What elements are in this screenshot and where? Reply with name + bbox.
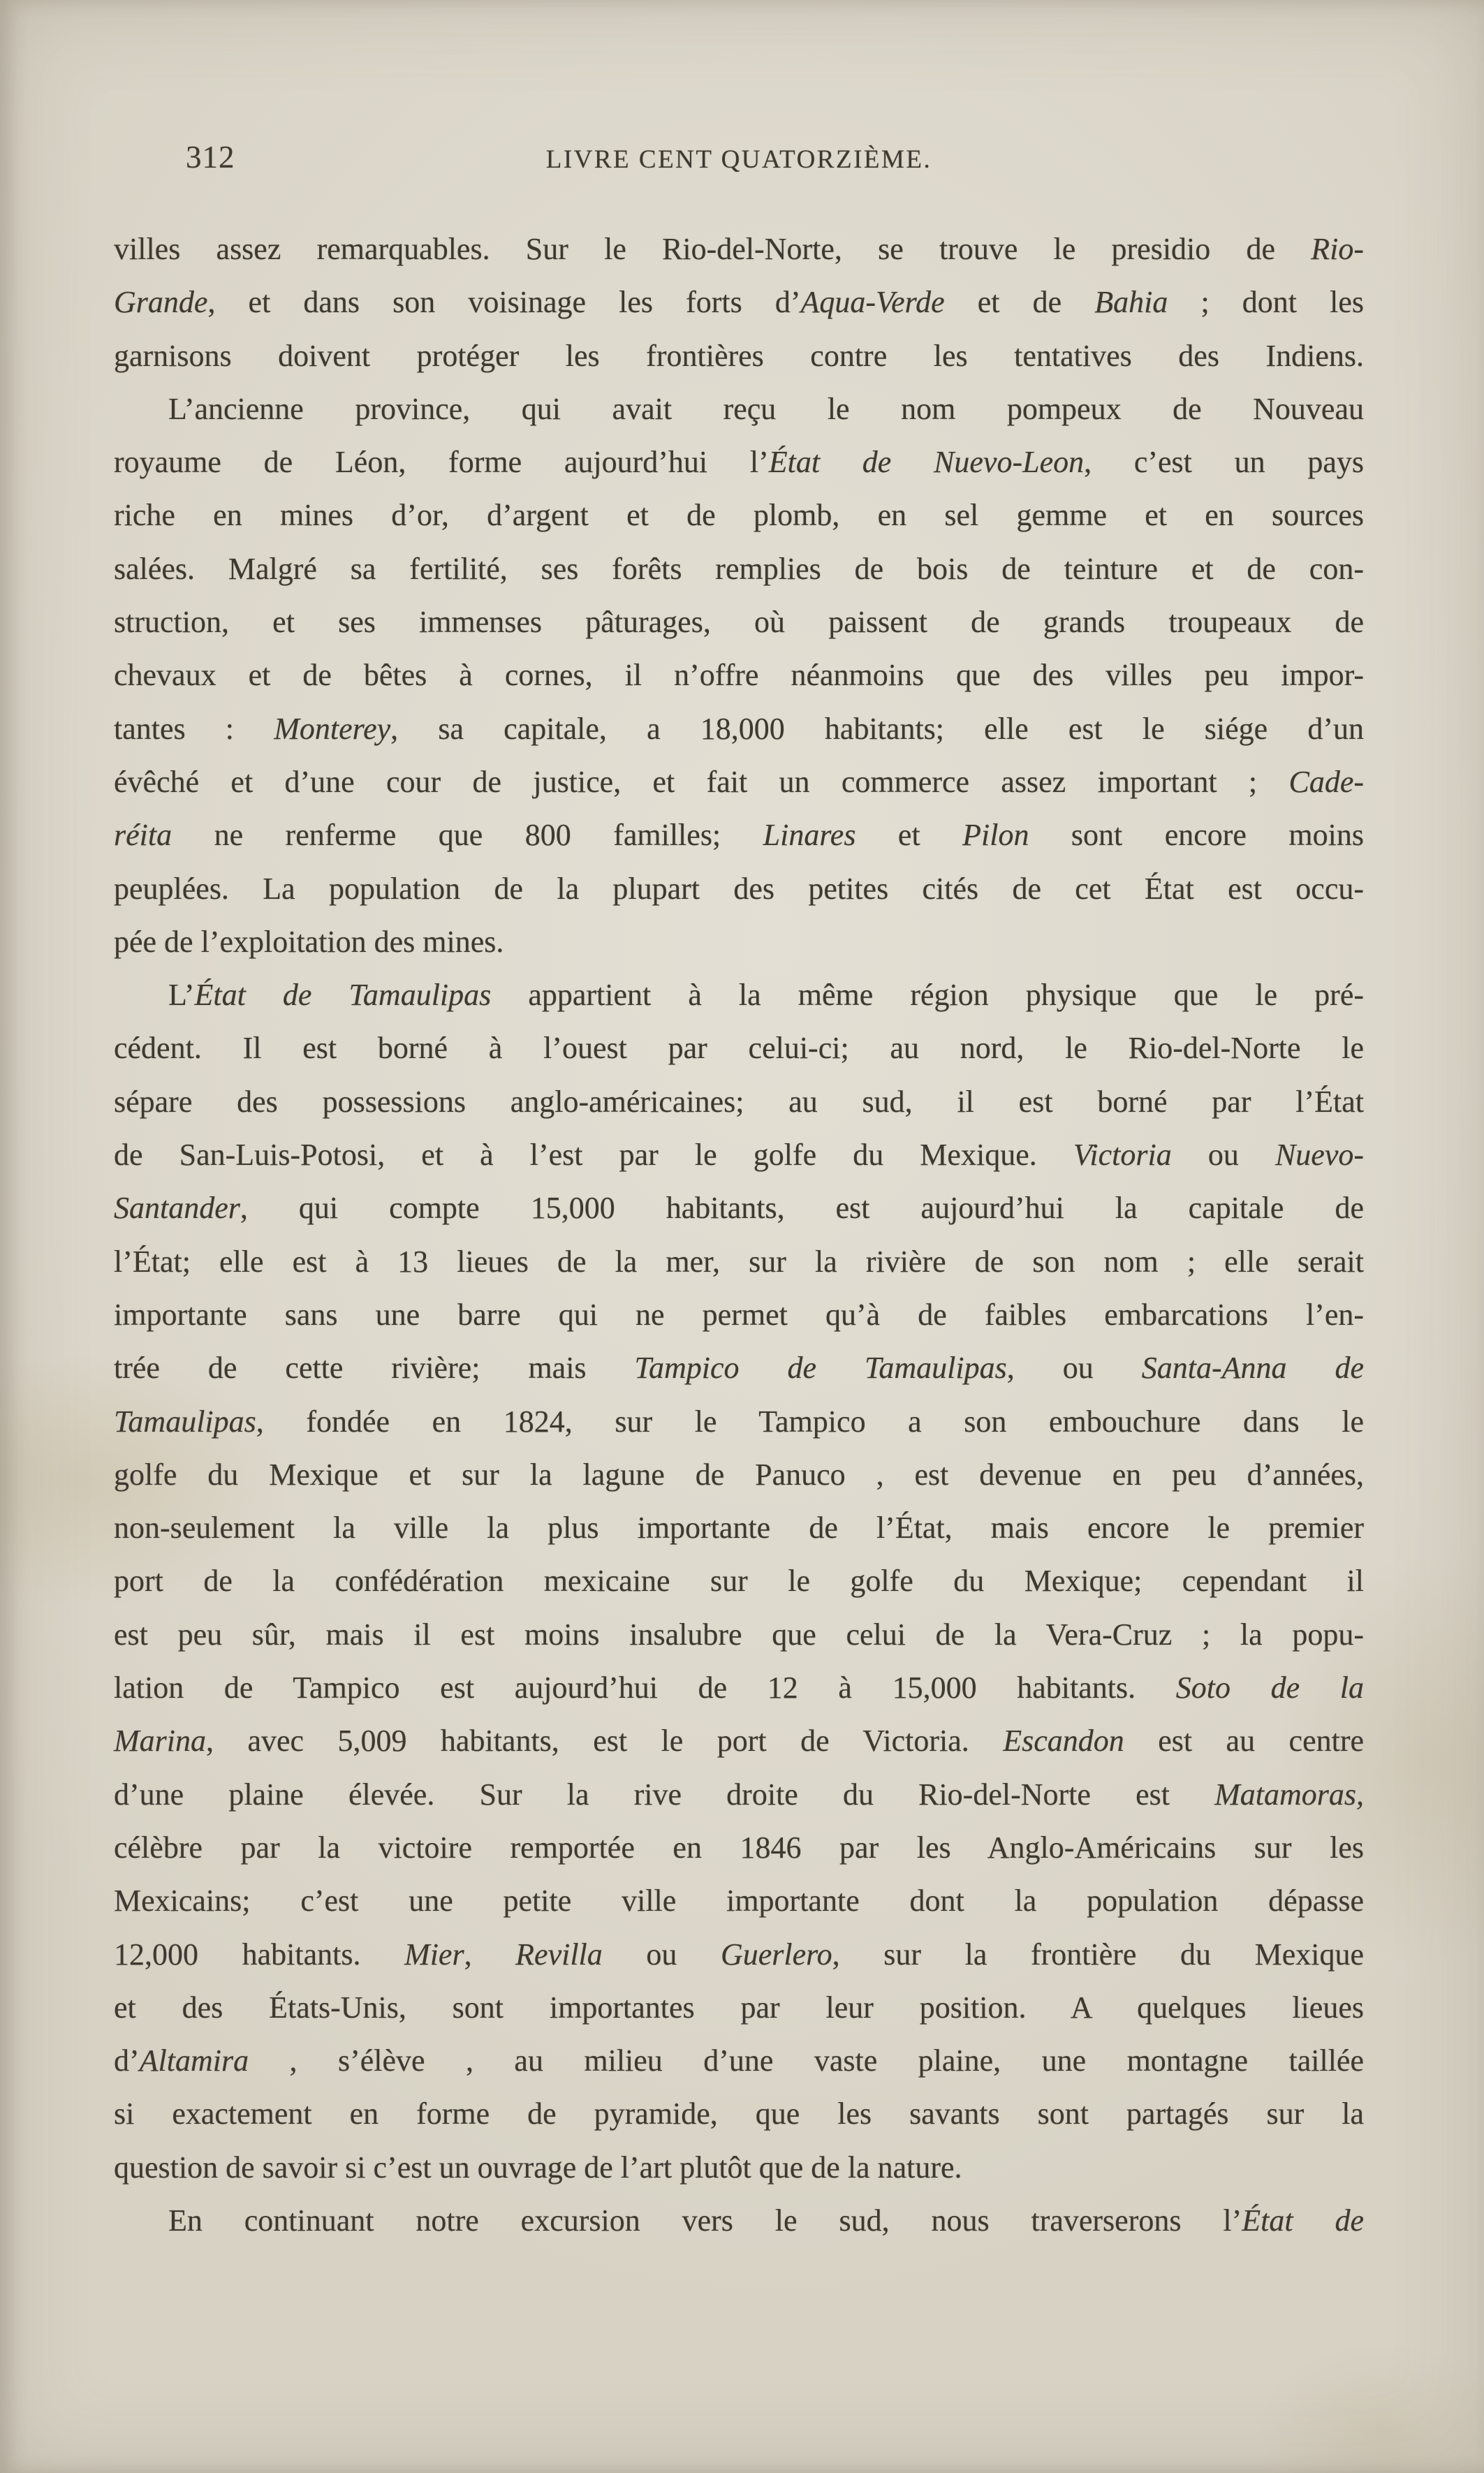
text-line (114, 703, 1364, 756)
text-line (114, 1076, 1364, 1129)
roman-text: de San-Luis-Potosi, et à l’est par le golfe du Mexique. (114, 1138, 1073, 1173)
italic-text: Guerlero (720, 1937, 832, 1972)
roman-text: et de (944, 285, 1095, 320)
roman-text: L’ancienne province, qui avait reçu le nom pompeux de Nouveau (168, 391, 1364, 426)
roman-text: , avec 5,009 habitants, est le port de Victoria. (206, 1724, 1004, 1759)
text-line (114, 1715, 1364, 1768)
roman-text: port de la confédération mexicaine sur le golfe du Mexique; cependant il (114, 1564, 1364, 1599)
text-line (114, 436, 1364, 489)
text-line (114, 383, 1364, 436)
roman-text: royaume de Léon, forme aujourd’hui l’ (114, 445, 769, 480)
text-line (114, 543, 1364, 596)
italic-text: réita (114, 818, 172, 853)
italic-text: Revilla (515, 1937, 603, 1972)
text-line (114, 1129, 1364, 1182)
running-title: LIVRE CENT QUATORZIÈME. (545, 145, 932, 174)
text-line (114, 489, 1364, 542)
italic-text: Grande (114, 285, 208, 320)
text-line (114, 330, 1364, 383)
roman-text: évêché et d’une cour de justice, et fait un commerce assez important ; (114, 764, 1289, 799)
roman-text: garnisons doivent protéger les frontières contre les tentatives des Indiens. (114, 338, 1364, 373)
roman-text: , (464, 1937, 516, 1972)
roman-text: , sur la frontière du Mexique (832, 1937, 1365, 1972)
italic-text: Matamoras, (1214, 1777, 1364, 1812)
roman-text: est peu sûr, mais il est moins insalubre que celui de la Vera-Cruz ; la popu- (114, 1617, 1364, 1652)
text-line (114, 1608, 1364, 1661)
text-line (114, 1289, 1364, 1342)
page-number: 312 (186, 140, 235, 175)
italic-text: Cade- (1288, 764, 1364, 799)
text-line (114, 916, 1364, 969)
roman-text: appartient à la même région physique que le pré- (491, 978, 1365, 1013)
text-line (114, 1821, 1364, 1874)
text-line (114, 969, 1364, 1022)
roman-text: villes assez remarquables. Sur le Rio-del-Norte, se trouve le presidio de (114, 232, 1312, 266)
text-line (114, 1182, 1364, 1235)
text-line (114, 1448, 1364, 1502)
text-line (114, 2141, 1364, 2194)
text-line (114, 1395, 1364, 1448)
roman-text: , c’est un pays (1084, 445, 1364, 480)
text-line (114, 1768, 1364, 1821)
body-text (114, 223, 1364, 2247)
italic-text: Bahia (1094, 285, 1168, 320)
roman-text: ; dont les (1168, 285, 1364, 320)
roman-text: 12,000 habitants. (114, 1937, 405, 1972)
italic-text: Tampico de Tamaulipas (634, 1351, 1007, 1386)
text-line (114, 1502, 1364, 1555)
italic-text: Tamaulipas (114, 1404, 256, 1439)
text-line (114, 863, 1364, 916)
roman-text: cédent. Il est borné à l’ouest par celui-ci; au nord, le Rio-del-Norte le (114, 1031, 1364, 1066)
roman-text: tantes : (114, 711, 274, 746)
italic-text: Mier (404, 1937, 464, 1972)
roman-text: , fondée en 1824, sur le Tampico a son embouchure dans le (256, 1404, 1364, 1439)
text-line (114, 276, 1364, 329)
text-line (114, 2034, 1364, 2087)
text-line (114, 809, 1364, 862)
italic-text: Pilon (962, 818, 1029, 853)
roman-text: d’ (114, 2043, 140, 2078)
roman-text: L’ (168, 978, 195, 1013)
text-line (114, 1555, 1364, 1608)
italic-text: Victoria (1073, 1138, 1172, 1173)
roman-text: Mexicains; c’est une petite ville importante dont la population dépasse (114, 1884, 1364, 1918)
roman-text: lation de Tampico est aujourd’hui de 12 à 15,000 habitants. (114, 1671, 1176, 1705)
italic-text: Altamira (139, 2043, 249, 2078)
text-line (114, 223, 1364, 276)
roman-text: golfe du Mexique et sur la lagune de Panuco , est devenue en peu d’années, (114, 1457, 1364, 1492)
roman-text: struction, et ses immenses pâturages, où paissent de grands troupeaux de (114, 605, 1364, 640)
roman-text: ou (602, 1937, 721, 1972)
italic-text: État de Tamaulipas (194, 978, 492, 1013)
roman-text: célèbre par la victoire remportée en 1846 par les Anglo-Américains sur les (114, 1830, 1364, 1865)
roman-text: chevaux et de bêtes à cornes, il n’offre néanmoins que des villes peu impor- (114, 658, 1364, 693)
text-line (114, 1342, 1364, 1395)
roman-text: , qui compte 15,000 habitants, est aujourd’hui la capitale de (240, 1191, 1364, 1226)
text-line (114, 2087, 1364, 2141)
italic-text: Monterey (274, 711, 391, 746)
roman-text: l’État; elle est à 13 lieues de la mer, sur la rivière de son nom ; elle serait (114, 1244, 1364, 1279)
italic-text: Aqua-Verde (800, 285, 945, 320)
roman-text: ne renferme que 800 familles; (172, 818, 763, 853)
text-line (114, 756, 1364, 809)
italic-text: Santa-Anna de (1141, 1351, 1364, 1386)
roman-text: , s’élève , au milieu d’une vaste plaine, une montagne taillée (249, 2043, 1364, 2078)
roman-text: sont encore moins (1029, 818, 1364, 853)
italic-text: Santander (114, 1191, 240, 1226)
roman-text: importante sans une barre qui ne permet qu’à de faibles embarcations l’en- (114, 1297, 1364, 1332)
text-line (114, 2194, 1364, 2247)
roman-text: d’une plaine élevée. Sur la rive droite du Rio-del-Norte est (114, 1777, 1215, 1812)
text-line (114, 596, 1364, 649)
italic-text: Marina (114, 1724, 206, 1759)
roman-text: , ou (1006, 1351, 1142, 1386)
text-line (114, 1661, 1364, 1715)
text-line (114, 1022, 1364, 1075)
text-line (114, 1981, 1364, 2034)
roman-text: salées. Malgré sa fertilité, ses forêts remplies de bois de teinture et de con- (114, 551, 1364, 586)
italic-text: Soto de la (1175, 1671, 1364, 1705)
italic-text: État de Nuevo-Leon (768, 445, 1085, 480)
roman-text: et des États-Unis, sont importantes par leur position. A quelques lieues (114, 1990, 1364, 2025)
roman-text: est au centre (1124, 1724, 1364, 1759)
text-line (114, 1235, 1364, 1289)
roman-text: non-seulement la ville la plus importante de l’État, mais encore le premier (114, 1511, 1364, 1546)
italic-text: Nuevo- (1274, 1138, 1364, 1173)
roman-text: peuplées. La population de la plupart des petites cités de cet État est occu- (114, 871, 1364, 906)
text-line (114, 1928, 1364, 1981)
roman-text: ou (1171, 1138, 1275, 1173)
roman-text: pée de l’exploitation des mines. (114, 924, 504, 959)
roman-text: question de savoir si c’est un ouvrage de l’art plutôt que de la nature. (114, 2150, 962, 2185)
text-line (114, 649, 1364, 702)
roman-text: En continuant notre excursion vers le sud, nous traverserons l’ (168, 2203, 1242, 2238)
roman-text: si exactement en forme de pyramide, que les savants sont partagés sur la (114, 2097, 1364, 2131)
roman-text: , et dans son voisinage les forts d’ (207, 285, 801, 320)
roman-text: riche en mines d’or, d’argent et de plomb, en sel gemme et en sources (114, 498, 1364, 533)
italic-text: Rio- (1311, 232, 1364, 266)
roman-text: sépare des possessions anglo-américaines; au sud, il est borné par l’État (114, 1084, 1364, 1119)
text-line (114, 1874, 1364, 1928)
italic-text: État de (1242, 2203, 1364, 2238)
italic-text: Escandon (1003, 1724, 1124, 1759)
roman-text: trée de cette rivière; mais (114, 1351, 635, 1386)
roman-text: et (855, 818, 963, 853)
italic-text: Linares (763, 818, 856, 853)
roman-text: , sa capitale, a 18,000 habitants; elle est le siége d’un (390, 711, 1365, 746)
